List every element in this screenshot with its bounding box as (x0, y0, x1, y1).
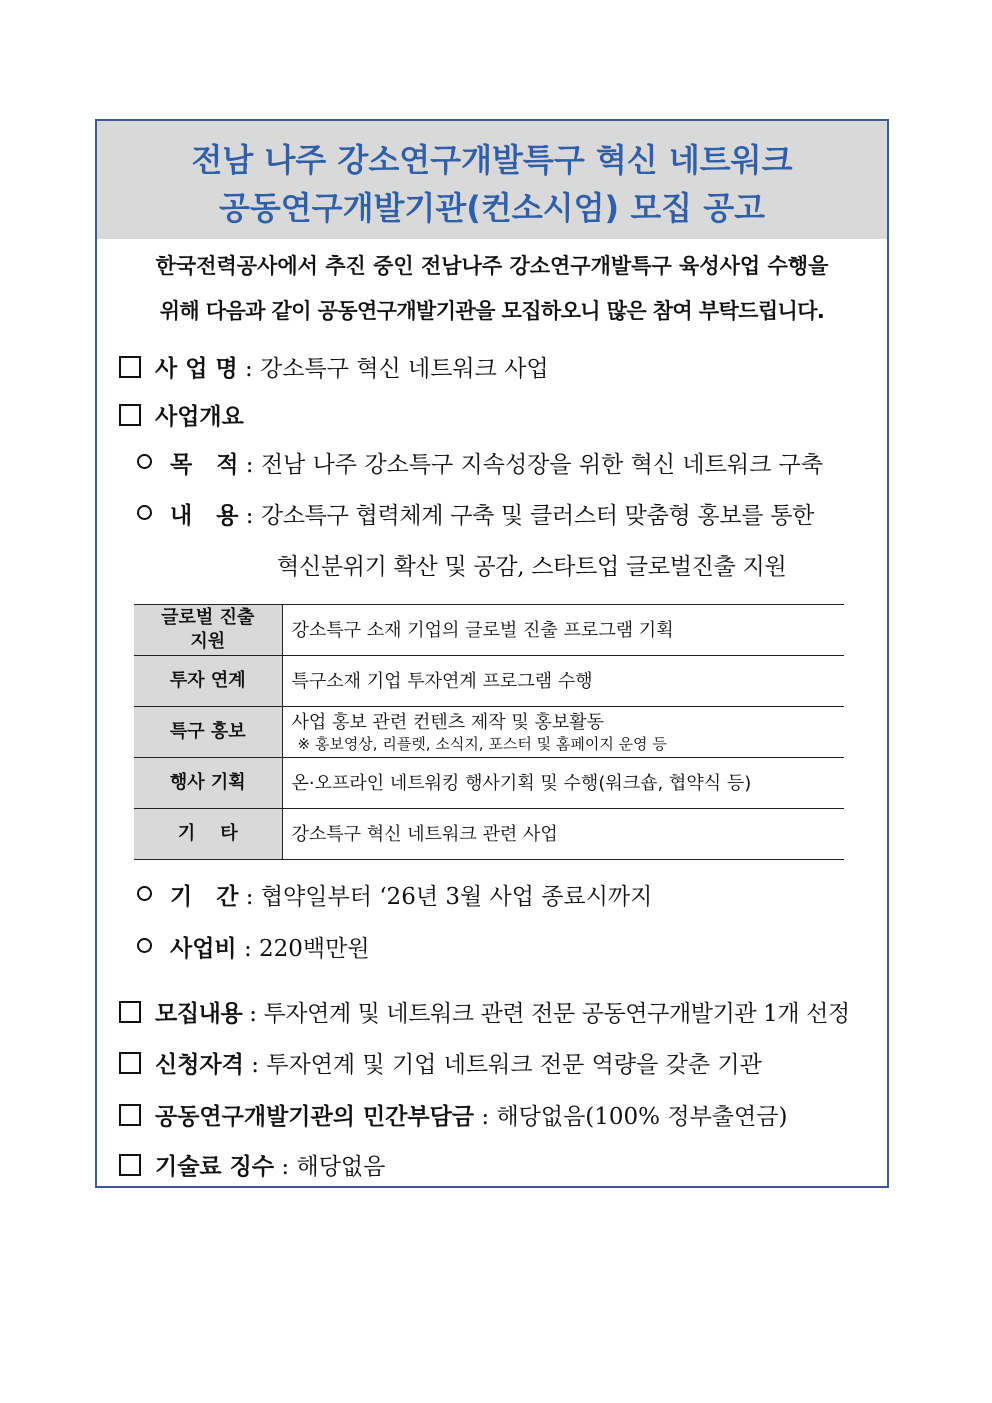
recruit-value: 투자연계 및 네트워크 관련 전문 공동연구개발기관 1개 선정 (263, 1001, 850, 1027)
separator: : (244, 356, 253, 382)
business-name-row (119, 350, 549, 383)
period-value: 협약일부터 ‘26년 3월 사업 종료시까지 (260, 884, 653, 910)
table-row (134, 707, 844, 758)
bullet-circle-icon (137, 938, 152, 953)
tech-fee-row (119, 1148, 385, 1181)
separator: : (249, 1001, 257, 1027)
table-key-cell: 특구 홍보 (134, 707, 282, 758)
separator: : (281, 1154, 290, 1180)
program-table (134, 604, 844, 860)
table-row (134, 605, 844, 656)
separator: : (245, 884, 254, 910)
overview-label: 사업개요 (155, 403, 244, 430)
table-value-cell: 온·오프라인 네트워킹 행사기획 및 수행(워크숍, 협약식 등) (282, 758, 844, 809)
table-value-text: 사업 홍보 관련 컨텐츠 제작 및 홍보활동 (291, 711, 605, 733)
intro-line-2: 위해 다음과 같이 공동연구개발기관을 모집하오니 많은 참여 부탁드립니다. (159, 299, 825, 323)
bullet-circle-icon (137, 886, 152, 901)
table-row (134, 656, 844, 707)
bullet-circle-icon (137, 454, 152, 469)
purpose-label: 목 적 (170, 451, 239, 478)
title-line-2: 공동연구개발기관(컨소시엄) 모집 공고 (218, 189, 766, 227)
table-key-cell (134, 605, 282, 656)
checkbox-icon (119, 1001, 141, 1023)
business-name-label: 사 업 명 (155, 355, 238, 382)
bullet-circle-icon (137, 505, 152, 520)
tech-fee-value: 해당없음 (296, 1154, 386, 1180)
business-name-value: 강소특구 혁신 네트워크 사업 (260, 356, 549, 382)
private-share-row (119, 1098, 787, 1131)
intro-line-1: 한국전력공사에서 추진 중인 전남나주 강소연구개발특구 육성사업 수행을 (155, 254, 829, 278)
title-line-1: 전남 나주 강소연구개발특구 혁신 네트워크 (191, 141, 793, 179)
separator: : (251, 1052, 259, 1078)
tech-fee-label: 기술료 징수 (155, 1153, 275, 1180)
table-key-line: 글로벌 진출 (161, 607, 255, 628)
content-row (137, 497, 814, 530)
recruit-label: 모집내용 (155, 1000, 243, 1027)
private-share-value: 해당없음(100% 정부출연금) (496, 1104, 788, 1130)
purpose-value: 전남 나주 강소특구 지속성장을 위한 혁신 네트워크 구축 (260, 452, 824, 478)
table-key-cell: 기 타 (134, 809, 282, 860)
table-row (134, 758, 844, 809)
table-value-cell: 강소특구 소재 기업의 글로벌 진출 프로그램 기획 (282, 605, 844, 656)
separator: : (245, 503, 254, 529)
period-label: 기 간 (170, 883, 239, 910)
checkbox-icon (119, 1104, 141, 1126)
table-row (134, 809, 844, 860)
private-share-label: 공동연구개발기관의 민간부담금 (155, 1103, 475, 1130)
table-key-cell: 투자 연계 (134, 656, 282, 707)
separator: : (243, 936, 252, 962)
period-row (137, 878, 652, 911)
checkbox-icon (119, 356, 141, 378)
budget-label: 사업비 (170, 935, 237, 962)
separator: : (481, 1104, 490, 1130)
content-label: 내 용 (170, 502, 239, 529)
eligibility-row (119, 1046, 762, 1079)
checkbox-icon (119, 404, 141, 426)
separator: : (245, 452, 254, 478)
table-value-cell (282, 707, 844, 758)
title-band (97, 121, 887, 239)
purpose-row (137, 446, 823, 479)
budget-row (137, 930, 370, 963)
checkbox-icon (119, 1052, 141, 1074)
notice-frame (95, 119, 889, 1188)
overview-row (119, 398, 244, 431)
content-line-2: 혁신분위기 확산 및 공감, 스타트업 글로벌진출 지원 (277, 554, 787, 580)
recruit-row (119, 995, 850, 1028)
eligibility-label: 신청자격 (155, 1051, 244, 1078)
content-line-1: 강소특구 협력체계 구축 및 클러스터 맞춤형 홍보를 통한 (260, 503, 815, 529)
checkbox-icon (119, 1154, 141, 1176)
table-key-line: 지원 (190, 631, 226, 652)
table-value-cell: 특구소재 기업 투자연계 프로그램 수행 (282, 656, 844, 707)
table-value-cell: 강소특구 혁신 네트워크 관련 사업 (282, 809, 844, 860)
table-key-cell: 행사 기획 (134, 758, 282, 809)
eligibility-value: 투자연계 및 기업 네트워크 전문 역량을 갖춘 기관 (266, 1052, 762, 1078)
table-note: ※ 홍보영상, 리플렛, 소식지, 포스터 및 홈페이지 운영 등 (297, 734, 667, 753)
budget-value: 220백만원 (259, 936, 370, 962)
